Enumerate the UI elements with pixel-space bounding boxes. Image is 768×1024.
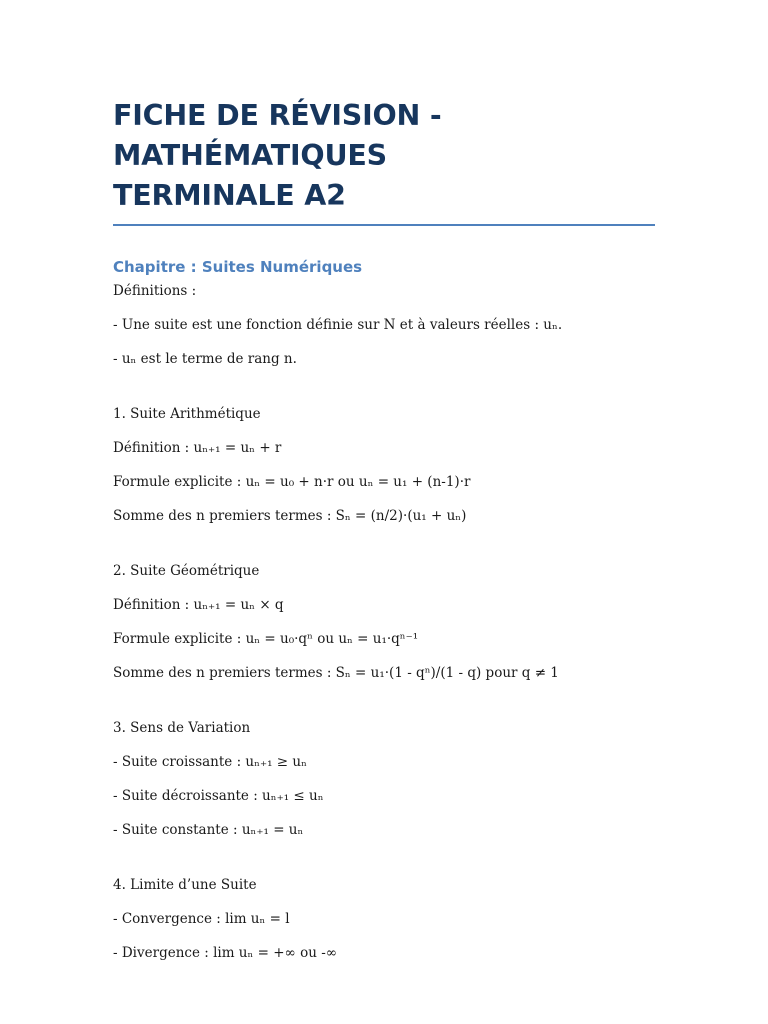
formula-line: Somme des n premiers termes : Sₙ = (n/2)·(u₁ + uₙ) xyxy=(113,508,467,524)
document-page xyxy=(113,96,655,962)
formula-line: - Suite constante : uₙ₊₁ = uₙ xyxy=(113,822,304,838)
formula-line: - Suite décroissante : uₙ₊₁ ≤ uₙ xyxy=(113,788,324,804)
section-heading-geometric: 2. Suite Géométrique xyxy=(113,563,260,579)
title-line-2: TERMINALE A2 xyxy=(113,179,346,212)
section-heading-variation: 3. Sens de Variation xyxy=(113,720,251,736)
formula-line: - Divergence : lim uₙ = +∞ ou -∞ xyxy=(113,945,337,961)
definition-item: - uₙ est le terme de rang n. xyxy=(113,351,297,367)
formula-line: Somme des n premiers termes : Sₙ = u₁·(1 - qⁿ)/(1 - q) pour q ≠ 1 xyxy=(113,665,559,681)
definitions-label: Définitions : xyxy=(113,283,197,299)
page-title xyxy=(113,96,655,226)
title-line-1: FICHE DE RÉVISION - MATHÉMATIQUES xyxy=(113,99,442,172)
formula-line: Formule explicite : uₙ = u₀ + n·r ou uₙ = u₁ + (n-1)·r xyxy=(113,474,471,490)
chapter-heading: Chapitre : Suites Numériques xyxy=(113,258,363,276)
definition-item: - Une suite est une fonction définie sur N et à valeurs réelles : uₙ. xyxy=(113,317,563,333)
formula-line: Définition : uₙ₊₁ = uₙ + r xyxy=(113,440,282,456)
formula-line: Définition : uₙ₊₁ = uₙ × q xyxy=(113,597,284,613)
formula-line: - Convergence : lim uₙ = l xyxy=(113,911,290,927)
section-heading-arithmetic: 1. Suite Arithmétique xyxy=(113,406,261,422)
formula-line: Formule explicite : uₙ = u₀·qⁿ ou uₙ = u₁·qⁿ⁻¹ xyxy=(113,631,419,647)
formula-line: - Suite croissante : uₙ₊₁ ≥ uₙ xyxy=(113,754,307,770)
section-heading-limit: 4. Limite d’une Suite xyxy=(113,877,257,893)
